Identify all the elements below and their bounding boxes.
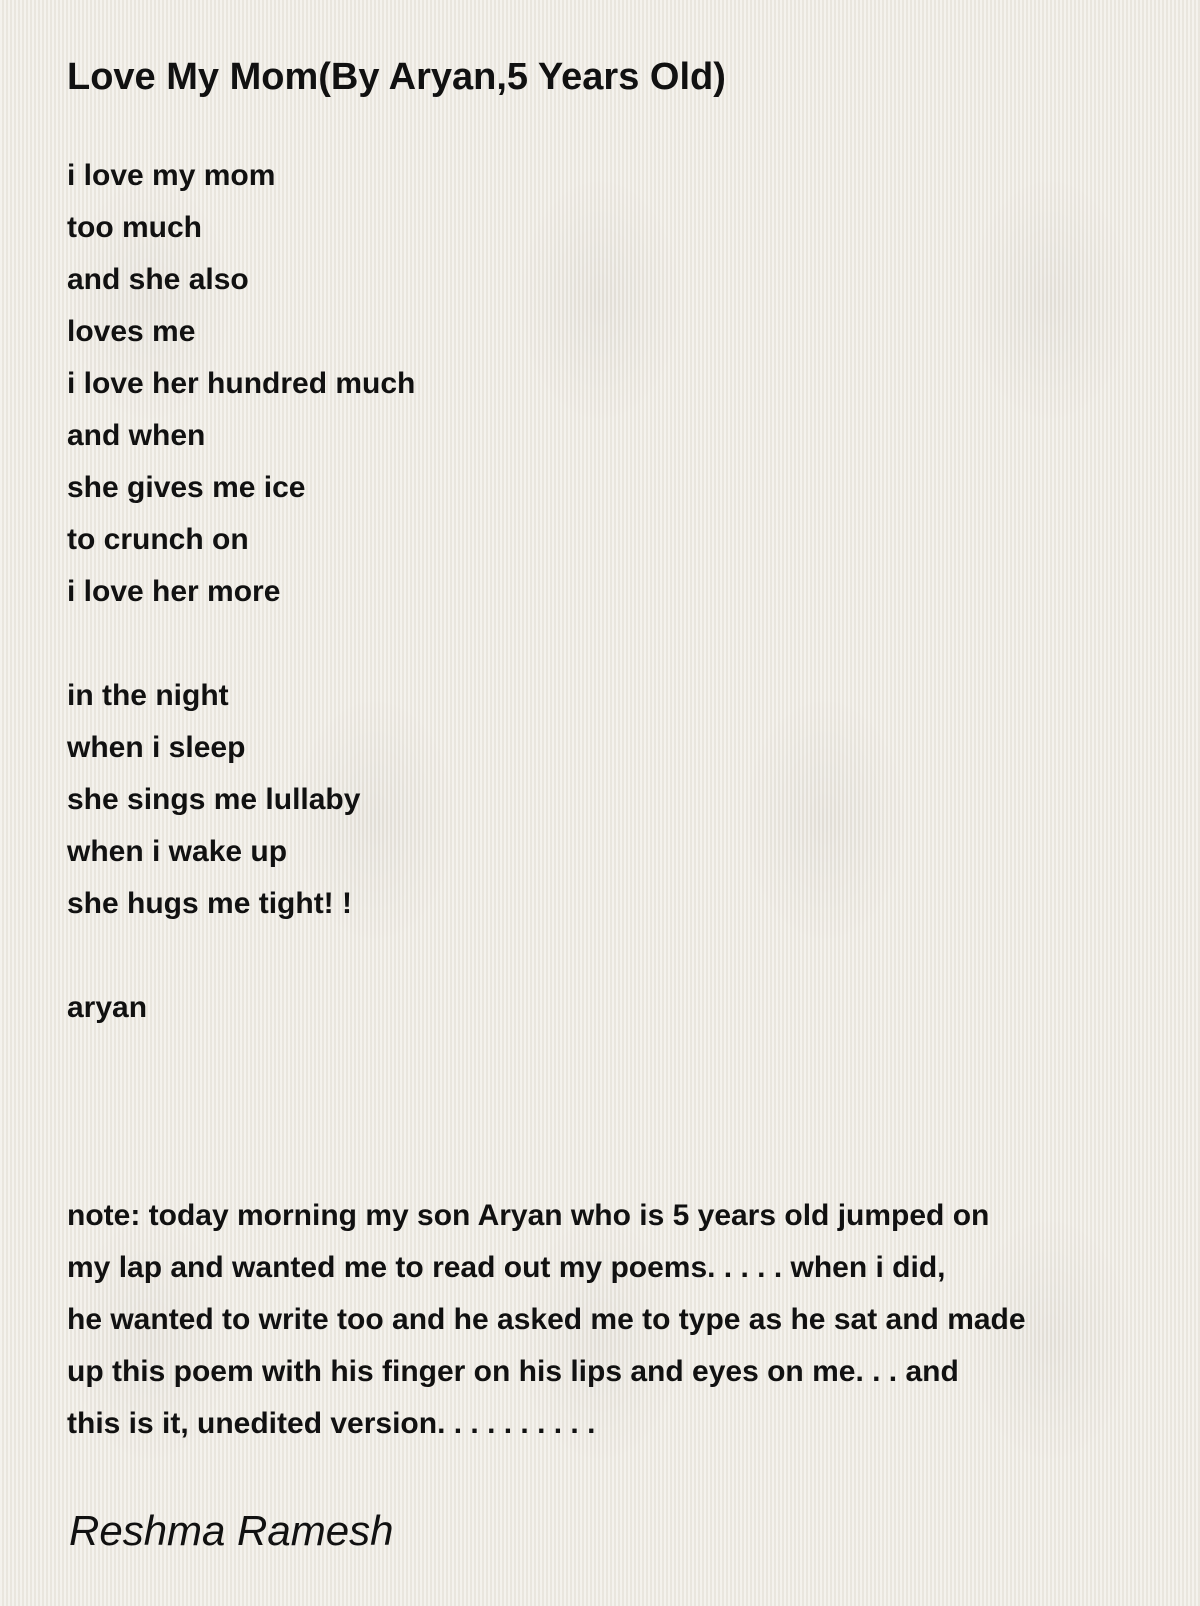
note-line: this is it, unedited version. . . . . . . . . .: [67, 1407, 596, 1440]
note-line: he wanted to write too and he asked me to type as he sat and made: [67, 1303, 1026, 1336]
poem-line: to crunch on: [67, 523, 249, 556]
poem-line: when i sleep: [67, 731, 246, 764]
poem-line: i love her more: [67, 575, 281, 608]
poem-line: loves me: [67, 315, 196, 348]
stanza-break: [67, 618, 1177, 670]
stanza-break: [67, 930, 1177, 982]
poem-line: i love her hundred much: [67, 367, 416, 400]
stanza-break: [67, 1034, 1177, 1086]
poem-line: she sings me lullaby: [67, 783, 361, 816]
poem-title: Love My Mom(By Aryan,5 Years Old): [67, 56, 726, 98]
note-line: note: today morning my son Aryan who is 5 years old jumped on: [67, 1199, 990, 1232]
poem-author: Reshma Ramesh: [69, 1507, 394, 1554]
poem-line: too much: [67, 211, 202, 244]
stanza-break: [67, 1138, 1177, 1190]
poem-line: when i wake up: [67, 835, 288, 868]
poem-line: and she also: [67, 263, 249, 296]
poem-signoff: aryan: [67, 991, 148, 1024]
poem-line: in the night: [67, 679, 229, 712]
stanza-break: [67, 1086, 1177, 1138]
poem-line: she gives me ice: [67, 471, 306, 504]
poem-line: i love my mom: [67, 159, 276, 192]
note-line: up this poem with his finger on his lips and eyes on me. . . and: [67, 1355, 959, 1388]
poem-line: she hugs me tight! !: [67, 887, 352, 920]
note-line: my lap and wanted me to read out my poems. . . . . when i did,: [67, 1251, 946, 1284]
poem-body: [67, 150, 1177, 1450]
poem-line: and when: [67, 419, 206, 452]
